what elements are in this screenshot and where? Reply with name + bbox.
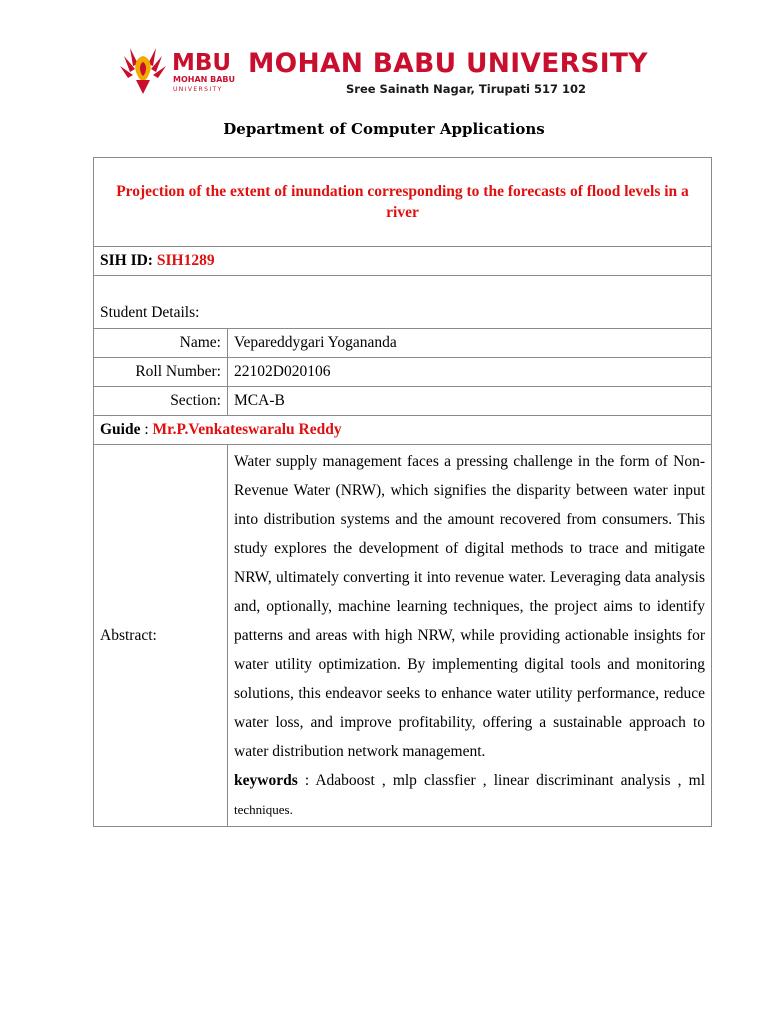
abstract-label: Abstract:	[94, 445, 228, 827]
university-name: MOHAN BABU UNIVERSITY	[248, 48, 648, 79]
section-label: Section:	[94, 387, 228, 416]
university-header	[116, 40, 676, 100]
sih-cell	[94, 247, 712, 276]
abstract-text: Water supply management faces a pressing challenge in the form of Non-Revenue Water (NRW), which signifies the disparity between water input into distribution systems and the amount recovered from consumers. This study explores the development of digital methods to trace and mitigate NRW, ultimately converting it into revenue water. Leveraging data analysis and, optionally, machine learning techniques, the project aims to identify patterns and areas with high NRW, while providing actionable insights for water utility optimization. By implementing digital tools and monitoring solutions, this endeavor seeks to enhance water utility performance, reduce water loss, and improve profitability, offering a sustainable approach to water distribution network management.	[234, 453, 705, 760]
keywords-tail: techniques.	[234, 802, 293, 817]
project-details-table	[93, 157, 712, 827]
student-details-label: Student Details:	[94, 276, 712, 329]
name-value: Vepareddygari Yogananda	[228, 329, 712, 358]
guide-separator: :	[140, 421, 153, 438]
university-address: Sree Sainath Nagar, Tirupati 517 102	[346, 82, 587, 96]
logo-abbreviation: MBU	[172, 50, 232, 76]
title-row	[94, 158, 712, 247]
student-details-row	[94, 276, 712, 329]
roll-number-value: 22102D020106	[228, 358, 712, 387]
university-logo	[116, 42, 240, 98]
name-label: Name:	[94, 329, 228, 358]
guide-label: Guide	[100, 421, 141, 438]
roll-number-row	[94, 358, 712, 387]
section-row	[94, 387, 712, 416]
logo-subtitle-line2: UNIVERSITY	[173, 86, 223, 93]
abstract-row	[94, 445, 712, 827]
guide-row	[94, 416, 712, 445]
department-heading: Department of Computer Applications	[223, 120, 545, 138]
abstract-content	[228, 445, 712, 827]
sih-id-value: SIH1289	[156, 252, 215, 269]
section-value: MCA-B	[228, 387, 712, 416]
name-row	[94, 329, 712, 358]
sih-row	[94, 247, 712, 276]
sih-label: SIH ID:	[100, 252, 153, 269]
keywords-text: : Adaboost , mlp classfier , linear discriminant analysis , ml	[297, 772, 705, 789]
guide-name: Mr.P.Venkateswaralu Reddy	[152, 421, 342, 438]
keywords-line	[234, 766, 705, 824]
phoenix-emblem	[120, 48, 166, 94]
roll-number-label: Roll Number:	[94, 358, 228, 387]
keywords-label: keywords	[234, 772, 298, 789]
guide-cell	[94, 416, 712, 445]
project-title: Projection of the extent of inundation corresponding to the forecasts of flood levels in a river	[94, 158, 712, 247]
logo-subtitle-line1: MOHAN BABU	[173, 75, 236, 84]
